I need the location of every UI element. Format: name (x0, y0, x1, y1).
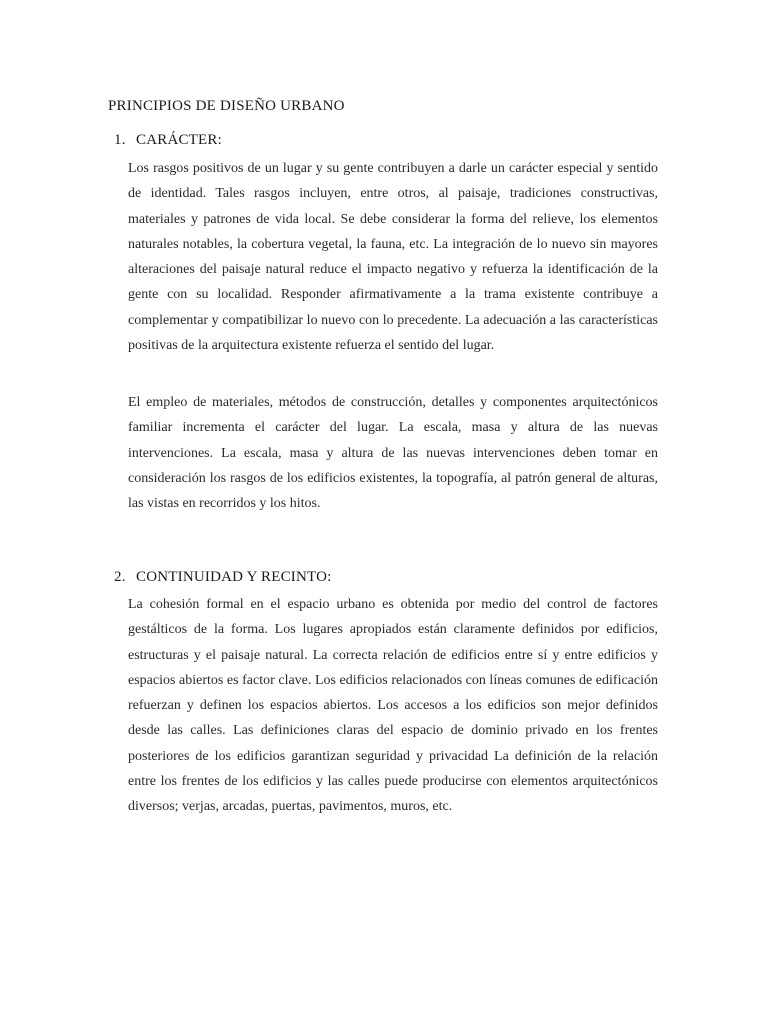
section-number: 1. (114, 132, 126, 148)
section-heading-label: CONTINUIDAD Y RECINTO: (136, 569, 332, 585)
paragraph-caracter-1: Los rasgos positivos de un lugar y su gente contribuyen a darle un carácter especial y sentido de identidad. Tales rasgos incluyen, entre otros, al paisaje, tradiciones constructivas, materiales y patrones de vida local. Se debe considerar la forma del relieve, los elementos naturales notables, la cobertura vegetal, la fauna, etc. La integración de lo nuevo sin mayores alteraciones del paisaje natural reduce el impacto negativo y refuerza la identificación de la gente con su localidad. Responder afirmativamente a la trama existente contribuye a complementar y compatibilizar lo nuevo con lo precedente. La adecuación a las características positivas de la arquitectura existente refuerza el sentido del lugar. (128, 161, 658, 354)
paragraph-caracter-2: El empleo de materiales, métodos de construcción, detalles y componentes arquitectónicos familiar incrementa el carácter del lugar. La escala, masa y altura de las nuevas intervenciones. La escala, masa y altura de las nuevas intervenciones deben tomar en consideración los rasgos de los edificios existentes, la topografía, al patrón general de alturas, las vistas en recorridos y los hitos. (128, 395, 658, 512)
section-number: 2. (114, 569, 126, 585)
section-heading-label: CARÁCTER: (136, 132, 222, 148)
section-heading-caracter (114, 132, 222, 149)
section-heading-continuidad (114, 569, 332, 586)
document-title: PRINCIPIOS DE DISEÑO URBANO (108, 98, 345, 114)
paragraph-continuidad-1: La cohesión formal en el espacio urbano es obtenida por medio del control de factores gestálticos de la forma. Los lugares apropiados están claramente definidos por edificios, estructuras y el paisaje natural. La correcta relación de edificios entre sí y entre edificios y espacios abiertos es factor clave. Los edificios relacionados con líneas comunes de edificación refuerzan y definen los espacios abiertos. Los accesos a los edificios son mejor definidos desde las calles. Las definiciones claras del espacio de dominio privado en los frentes posteriores de los edificios garantizan seguridad y privacidad La definición de la relación entre los frentes de los edificios y las calles puede producirse con elementos arquitectónicos diversos; verjas, arcadas, puertas, pavimentos, muros, etc. (128, 597, 658, 815)
